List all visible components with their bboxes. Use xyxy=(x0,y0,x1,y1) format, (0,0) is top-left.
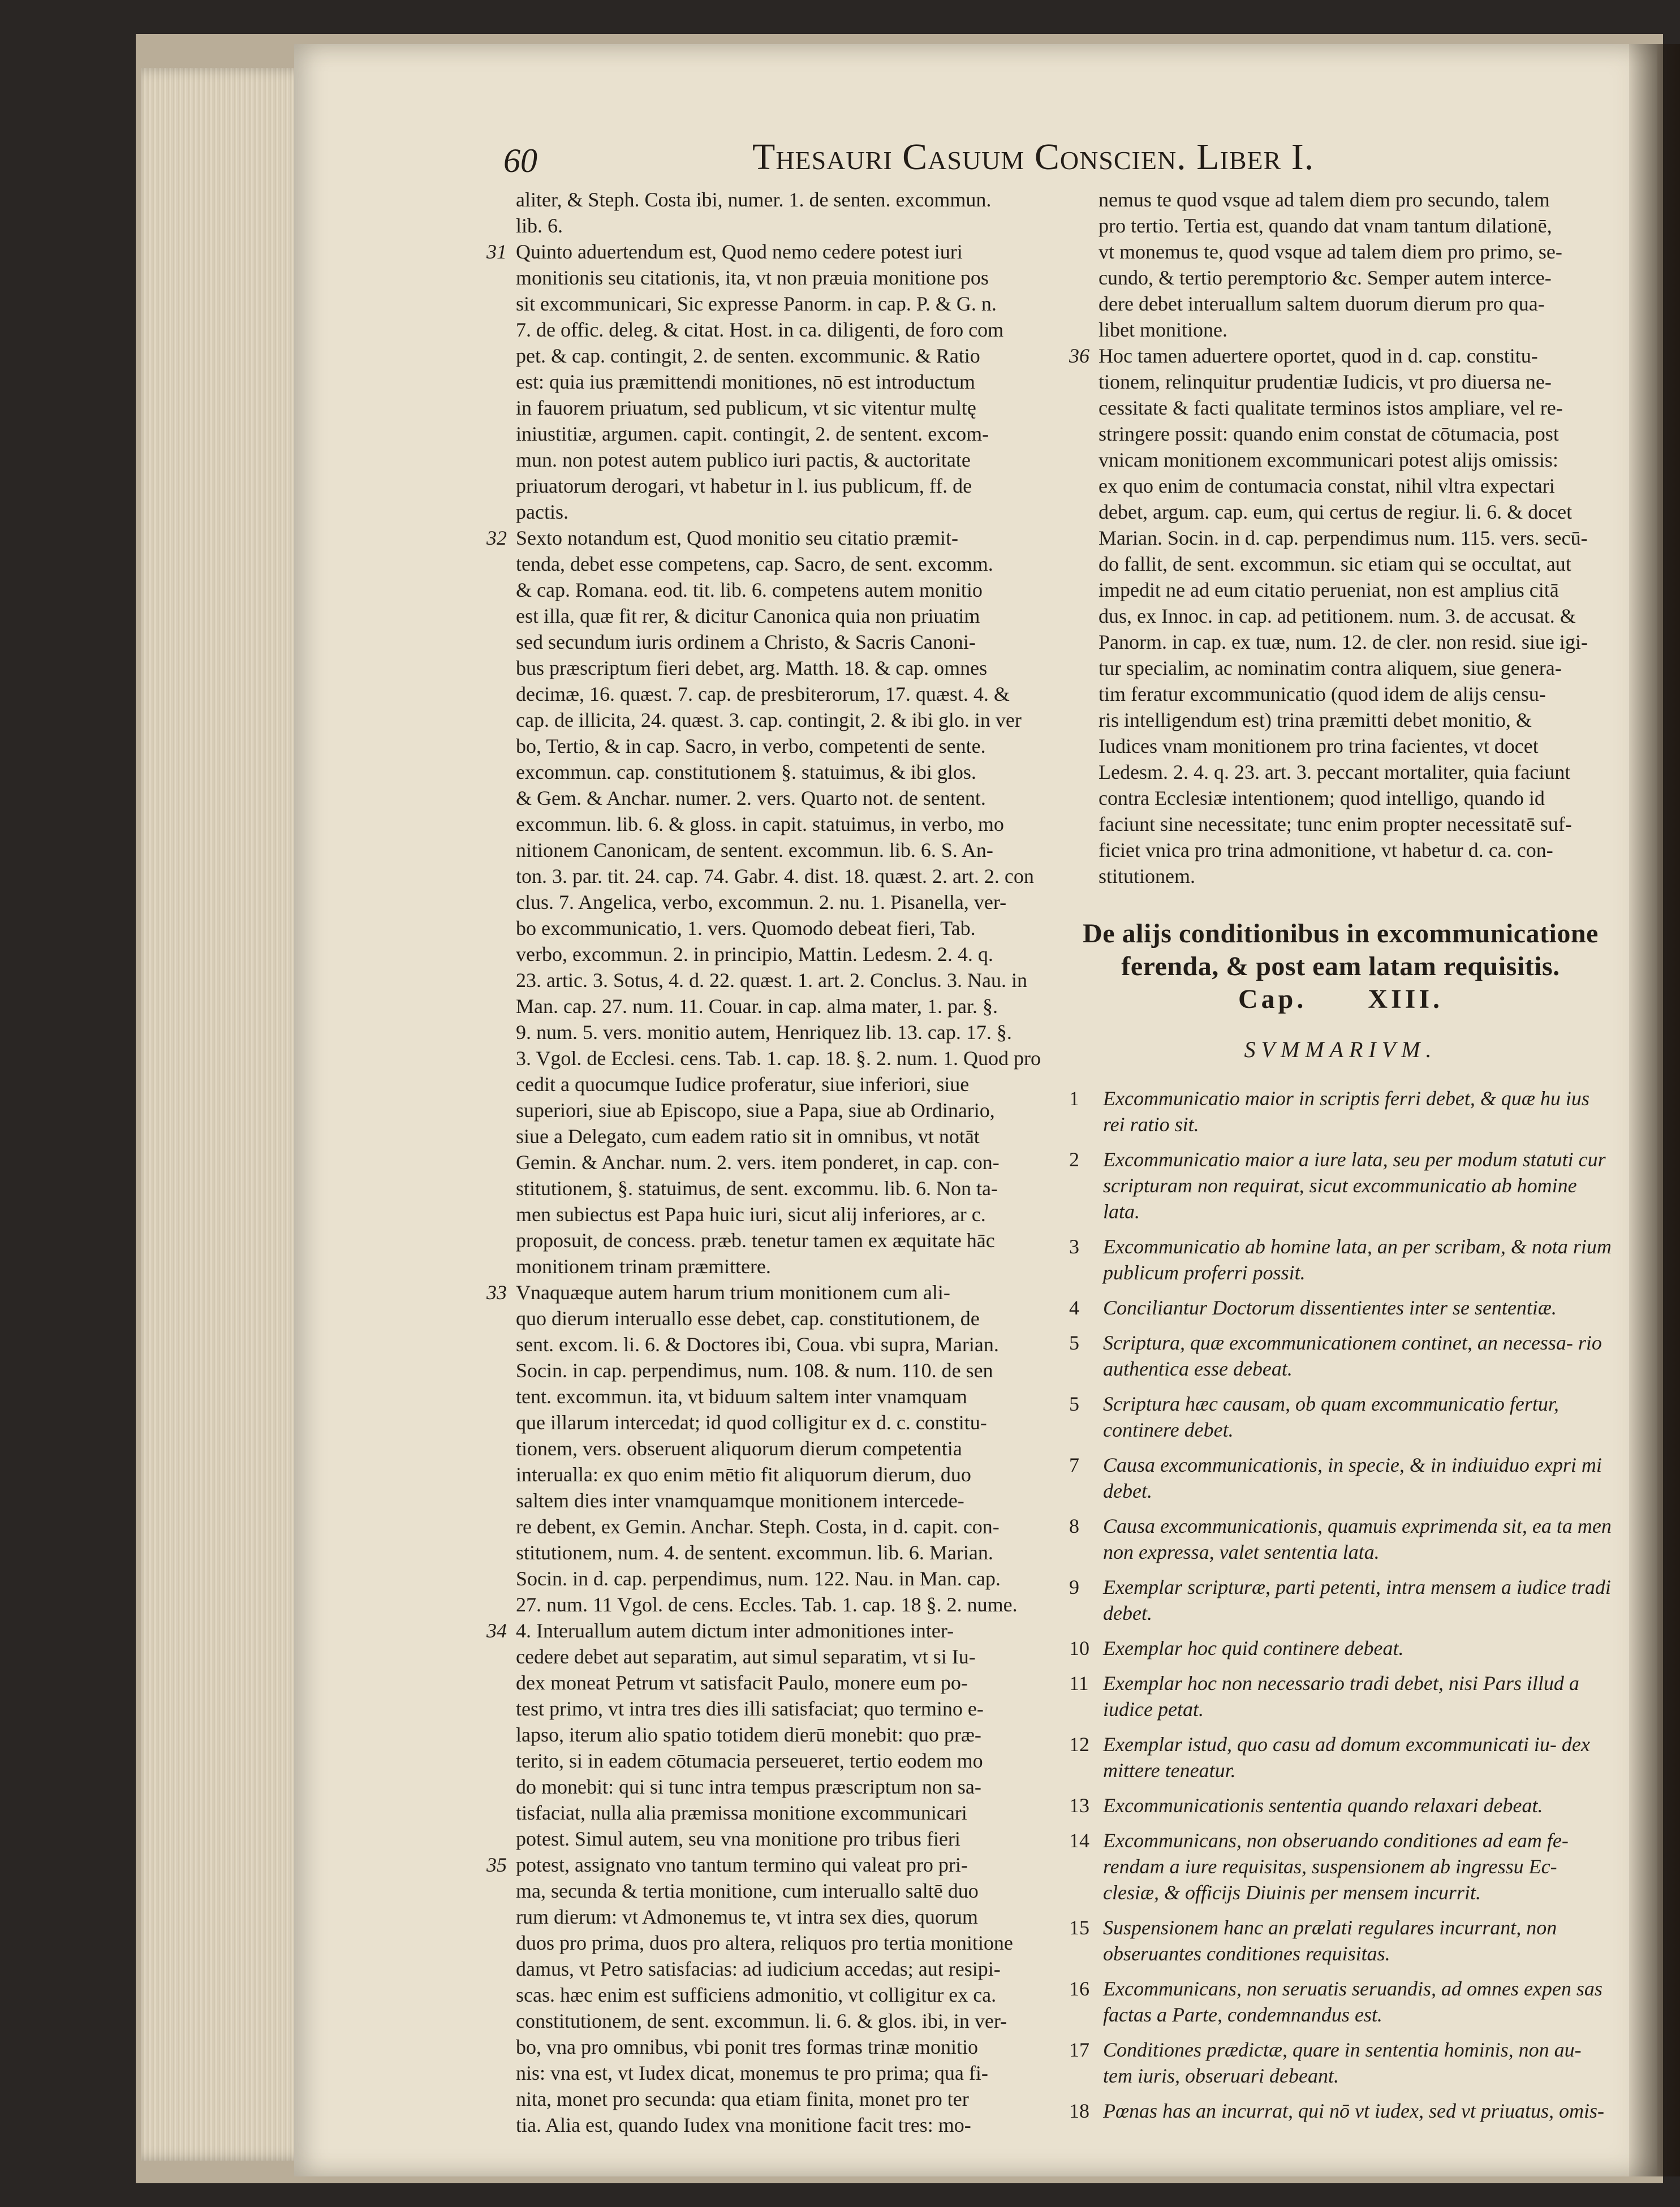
line-text: aliter, & Steph. Costa ibi, numer. 1. de senten. excommun. xyxy=(516,188,992,211)
text-line xyxy=(486,785,1046,811)
line-text: ma, secunda & tertia monitione, cum interuallo saltē duo xyxy=(516,1880,979,1902)
right-column xyxy=(1069,187,1612,2133)
summary-item-number: 13 xyxy=(1069,1794,1089,1817)
line-text: re debent, ex Gemin. Anchar. Steph. Costa, in d. capit. con- xyxy=(516,1515,1000,1538)
summary-item-number: 11 xyxy=(1069,1672,1089,1695)
summary-item xyxy=(1069,1731,1612,1783)
text-line xyxy=(1069,473,1612,499)
text-line xyxy=(486,967,1046,993)
text-line xyxy=(1069,317,1612,343)
text-line xyxy=(1069,369,1612,395)
text-line xyxy=(486,1540,1046,1566)
summarium-heading: SVMMARIVM. xyxy=(1244,1037,1437,1062)
line-text: nis: vna est, vt Iudex dicat, monemus te pro prima; qua fi- xyxy=(516,2062,988,2084)
text-line xyxy=(486,213,1046,239)
line-text: duos pro prima, duos pro altera, reliquos pro tertia monitione xyxy=(516,1932,1013,1954)
summary-item-text: Excommunicationis sententia quando relaxari debeat. xyxy=(1103,1794,1543,1817)
text-line xyxy=(486,1383,1046,1409)
line-text: & Gem. & Anchar. numer. 2. vers. Quarto not. de sentent. xyxy=(516,787,986,809)
line-text: stitutionem, num. 4. de sentent. excommun. lib. 6. Marian. xyxy=(516,1541,993,1564)
paragraph-number: 36 xyxy=(1069,344,1089,367)
summary-item-number: 5 xyxy=(1069,1393,1079,1415)
summary-item-number: 3 xyxy=(1069,1235,1079,1258)
line-text: 9. num. 5. vers. monitio autem, Henriquez lib. 13. cap. 17. §. xyxy=(516,1021,1012,1044)
page-edges xyxy=(141,68,311,2161)
text-line xyxy=(1069,395,1612,421)
text-line xyxy=(486,2034,1046,2060)
line-text: impedit ne ad eum citatio perueniat, non est amplius citā xyxy=(1099,579,1559,601)
line-text: est illa, quæ fit rer, & dicitur Canonica quia non priuatim xyxy=(516,605,980,627)
summary-item xyxy=(1069,1146,1612,1225)
text-line xyxy=(486,1774,1046,1800)
text-line xyxy=(486,1930,1046,1956)
line-text: bo excommunicatio, 1. vers. Quomodo debeat fieri, Tab. xyxy=(516,917,976,939)
line-text: cundo, & tertio peremptorio &c. Semper autem interce- xyxy=(1099,266,1552,289)
summary-item-number: 14 xyxy=(1069,1829,1089,1852)
summary-item-number: 17 xyxy=(1069,2038,1089,2061)
line-text: potest. Simul autem, seu vna monitione pro tribus fieri xyxy=(516,1827,960,1850)
text-line xyxy=(486,1019,1046,1045)
paragraph-number: 34 xyxy=(486,1619,507,1642)
summary-item xyxy=(1069,2037,1612,2089)
summary-item xyxy=(1069,1513,1612,1565)
text-line xyxy=(486,2086,1046,2112)
text-line xyxy=(486,1878,1046,1904)
line-text: Sexto notandum est, Quod monitio seu citatio præmit- xyxy=(516,527,958,549)
text-line xyxy=(486,1514,1046,1540)
text-line xyxy=(1069,785,1612,811)
line-text: est: quia ius præmittendi monitiones, nō est introductum xyxy=(516,370,975,393)
text-line xyxy=(486,1462,1046,1488)
text-line xyxy=(486,655,1046,681)
text-line xyxy=(486,863,1046,889)
text-line xyxy=(486,1956,1046,1982)
line-text: tent. excommun. ita, vt biduum saltem inter vnamquam xyxy=(516,1385,967,1408)
line-text: Panorm. in cap. ex tuæ, num. 12. de cler. non resid. siue igi- xyxy=(1099,631,1588,653)
summary-item-text: Excommunicatio maior a iure lata, seu per modum statuti cur scripturam non requirat, sicut excommunicatio ab homine lata. xyxy=(1103,1148,1606,1223)
summary-item-number: 18 xyxy=(1069,2100,1089,2122)
text-line xyxy=(486,291,1046,317)
line-text: 23. artic. 3. Sotus, 4. d. 22. quæst. 1. art. 2. Conclus. 3. Nau. in xyxy=(516,969,1027,992)
text-line xyxy=(1069,837,1612,863)
text-line xyxy=(486,681,1046,707)
summary-item xyxy=(1069,1976,1612,2028)
text-line xyxy=(486,837,1046,863)
summary-item-text: Conditiones prædictæ, quare in sententia hominis, non au- tem iuris, obseruari debeant. xyxy=(1103,2038,1582,2087)
line-text: mun. non potest autem publico iuri pactis, & auctoritate xyxy=(516,449,971,471)
line-text: pet. & cap. contingit, 2. de senten. excommunic. & Ratio xyxy=(516,344,980,367)
summary-item-number: 8 xyxy=(1069,1515,1079,1537)
text-line xyxy=(486,1227,1046,1253)
summary-item-number: 4 xyxy=(1069,1296,1079,1319)
line-text: constitutionem, de sent. excommun. li. 6. & glos. ibi, in ver- xyxy=(516,2010,1007,2032)
text-line xyxy=(486,1123,1046,1149)
summary-item-text: Scriptura, quæ excommunicationem continet, an necessa- rio authentica esse debeat. xyxy=(1103,1331,1602,1380)
text-line xyxy=(1069,655,1612,681)
line-text: excommun. lib. 6. & gloss. in capit. statuimus, in verbo, mo xyxy=(516,813,1004,835)
line-text: monitionis seu citationis, ita, vt non præuia monitione pos xyxy=(516,266,989,289)
line-text: Man. cap. 27. num. 11. Couar. in cap. alma mater, 1. par. §. xyxy=(516,995,998,1018)
text-line xyxy=(486,889,1046,915)
page-number: 60 xyxy=(503,142,537,179)
summary-item-text: Scriptura hæc causam, ob quam excommunicatio fertur, continere debet. xyxy=(1103,1393,1559,1441)
line-text: superiori, siue ab Episcopo, siue a Papa, siue ab Ordinario, xyxy=(516,1099,995,1122)
text-line xyxy=(486,759,1046,785)
line-text: faciunt sine necessitate; tunc enim propter necessitatē suf- xyxy=(1099,813,1572,835)
paragraph-number: 32 xyxy=(486,527,507,549)
text-line xyxy=(1069,343,1612,369)
text-line xyxy=(486,1696,1046,1722)
text-line xyxy=(486,2008,1046,2034)
line-text: priuatorum derogari, vt habetur in l. ius publicum, ff. de xyxy=(516,475,972,497)
line-text: interualla: ex quo enim mētio fit aliquorum dierum, duo xyxy=(516,1463,971,1486)
summary-item xyxy=(1069,1915,1612,1967)
line-text: pactis. xyxy=(516,501,568,523)
text-line xyxy=(486,1826,1046,1852)
text-line xyxy=(486,1748,1046,1774)
line-text: rum dierum: vt Admonemus te, vt intra sex dies, quorum xyxy=(516,1906,978,1928)
text-line xyxy=(1069,421,1612,447)
summary-item-number: 1 xyxy=(1069,1087,1079,1110)
line-text: Vnaquæque autem harum trium monitionem cum ali- xyxy=(516,1281,950,1304)
text-line xyxy=(486,1904,1046,1930)
text-line xyxy=(486,811,1046,837)
text-line xyxy=(1069,759,1612,785)
text-line xyxy=(486,473,1046,499)
line-text: debet, argum. cap. eum, qui certus de regiur. li. 6. & docet xyxy=(1099,501,1573,523)
text-line xyxy=(1069,291,1612,317)
chapter-cap-number: XIII. xyxy=(1368,984,1444,1014)
summary-item xyxy=(1069,1330,1612,1382)
line-text: nita, monet pro secunda: qua etiam finita, monet pro ter xyxy=(516,2088,969,2110)
line-text: tionem, relinquitur prudentiæ Iudicis, vt pro diuersa ne- xyxy=(1099,370,1552,393)
text-line xyxy=(486,993,1046,1019)
line-text: stringere possit: quando enim constat de cōtumacia, post xyxy=(1099,423,1559,445)
text-line xyxy=(486,1149,1046,1175)
summary-item-text: Exemplar hoc non necessario tradi debet, nisi Pars illud a iudice petat. xyxy=(1103,1672,1579,1721)
summary-item-text: Excommunicans, non seruatis seruandis, ad omnes expen sas factas a Parte, condemnandus est. xyxy=(1103,1977,1603,2026)
summary-item xyxy=(1069,1234,1612,1286)
line-text: 7. de offic. deleg. & citat. Host. in ca. diligenti, de foro com xyxy=(516,318,1004,341)
line-text: stitutionem. xyxy=(1099,865,1195,887)
text-line xyxy=(486,629,1046,655)
text-line xyxy=(486,1436,1046,1462)
text-line xyxy=(486,421,1046,447)
line-text: ris intelligendum est) trina præmitti debet monitio, & xyxy=(1099,709,1532,731)
summary-item-number: 12 xyxy=(1069,1733,1089,1756)
right-column-text xyxy=(1069,187,1612,889)
text-line xyxy=(486,603,1046,629)
text-line xyxy=(486,447,1046,473)
summary-item-text: Conciliantur Doctorum dissentientes inter se sententiæ. xyxy=(1103,1296,1557,1319)
line-text: & cap. Romana. eod. tit. lib. 6. competens autem monitio xyxy=(516,579,983,601)
text-line xyxy=(486,2112,1046,2138)
line-text: saltem dies inter vnamquamque monitionem intercede- xyxy=(516,1489,964,1512)
line-text: test primo, vt intra tres dies illi satisfaciat; quo termino e- xyxy=(516,1697,984,1720)
text-line xyxy=(486,1566,1046,1592)
text-line xyxy=(1069,863,1612,889)
summary-item-text: Causa excommunicationis, in specie, & in indiuiduo expri mi debet. xyxy=(1103,1454,1602,1502)
text-line xyxy=(486,1488,1046,1514)
text-line xyxy=(486,577,1046,603)
line-text: dex moneat Petrum vt satisfacit Paulo, monere eum po- xyxy=(516,1671,968,1694)
page-header xyxy=(503,136,1324,187)
line-text: do fallit, de sent. excommun. sic etiam qui se occultat, aut xyxy=(1099,553,1571,575)
line-text: dere debet interuallum saltem duorum dierum pro qua- xyxy=(1099,292,1545,315)
line-text: que illarum intercedat; id quod colligitur ex d. c. constitu- xyxy=(516,1411,987,1434)
summary-item-number: 9 xyxy=(1069,1576,1079,1598)
line-text: cedere debet aut separatim, aut simul separatim, vt si Iu- xyxy=(516,1645,976,1668)
text-line xyxy=(1069,551,1612,577)
text-line xyxy=(1069,603,1612,629)
text-line xyxy=(486,525,1046,551)
text-line xyxy=(1069,707,1612,733)
line-text: cessitate & facti qualitate terminos istos ampliare, vel re- xyxy=(1099,396,1563,419)
summary-item-text: Excommunicans, non obseruando conditiones ad eam fe- rendam a iure requisitas, suspensionem ab ingressu Ec- clesiæ, & officijs Diuinis per mensem incurrit. xyxy=(1103,1829,1569,1904)
running-title: Thesauri Casuum Conscien. Liber I. xyxy=(752,136,1315,178)
text-line xyxy=(1069,213,1612,239)
text-line xyxy=(486,1409,1046,1436)
text-line xyxy=(1069,187,1612,213)
text-line xyxy=(486,239,1046,265)
text-line xyxy=(486,1592,1046,1618)
summary-item xyxy=(1069,1295,1612,1321)
line-text: dus, ex Innoc. in cap. ad petitionem. num. 3. de accusat. & xyxy=(1099,605,1576,627)
line-text: siue a Delegato, cum eadem ratio sit in omnibus, vt notāt xyxy=(516,1125,980,1148)
text-line xyxy=(1069,811,1612,837)
line-text: libet monitione. xyxy=(1099,318,1227,341)
summary-item-number: 10 xyxy=(1069,1637,1089,1659)
line-text: vt monemus te, quod vsque ad talem diem pro primo, se- xyxy=(1099,240,1562,263)
text-line xyxy=(1069,499,1612,525)
line-text: Ledesm. 2. 4. q. 23. art. 3. peccant mortaliter, quia faciunt xyxy=(1099,761,1571,783)
line-text: lib. 6. xyxy=(516,214,563,237)
text-line xyxy=(486,551,1046,577)
text-line xyxy=(486,265,1046,291)
line-text: verbo, excommun. 2. in principio, Mattin. Ledesm. 2. 4. q. xyxy=(516,943,993,965)
line-text: Socin. in d. cap. perpendimus, num. 122. Nau. in Man. cap. xyxy=(516,1567,1001,1590)
text-line xyxy=(1069,239,1612,265)
summary-item xyxy=(1069,1792,1612,1818)
text-line xyxy=(486,1279,1046,1305)
line-text: stitutionem, §. statuimus, de sent. excommu. lib. 6. Non ta- xyxy=(516,1177,998,1200)
line-text: terito, si in eadem cōtumacia perseueret, tertio eodem mo xyxy=(516,1749,983,1772)
line-text: iniustitiæ, argumen. capit. contingit, 2. de sentent. excom- xyxy=(516,423,989,445)
line-text: nemus te quod vsque ad talem diem pro secundo, talem xyxy=(1099,188,1550,211)
line-text: ex quo enim de contumacia constat, nihil vltra expectari xyxy=(1099,475,1555,497)
line-text: decimæ, 16. quæst. 7. cap. de presbiterorum, 17. quæst. 4. & xyxy=(516,683,1010,705)
text-line xyxy=(486,1097,1046,1123)
text-line xyxy=(1069,525,1612,551)
summary-item-text: Exemplar istud, quo casu ad domum excommunicati iu- dex mittere teneatur. xyxy=(1103,1733,1590,1782)
chapter-title-line-1: De alijs conditionibus in excommunicatione xyxy=(1083,919,1599,949)
text-line xyxy=(486,1852,1046,1878)
text-line xyxy=(1069,447,1612,473)
text-line xyxy=(486,1253,1046,1279)
line-text: 27. num. 11 Vgol. de cens. Eccles. Tab. 1. cap. 18 §. 2. nume. xyxy=(516,1593,1018,1616)
line-text: nitionem Canonicam, de sentent. excommun. lib. 6. S. An- xyxy=(516,839,993,861)
line-text: proposuit, de concess. præb. tenetur tamen ex æquitate hāc xyxy=(516,1229,995,1252)
line-text: quo dierum interuallo esse debet, cap. constitutionem, de xyxy=(516,1307,980,1330)
text-line xyxy=(486,1045,1046,1071)
line-text: vnicam monitionem excommunicari potest alijs omissis: xyxy=(1099,449,1558,471)
paragraph-number: 35 xyxy=(486,1853,507,1876)
line-text: cap. de illicita, 24. quæst. 3. cap. contingit, 2. & ibi glo. in ver xyxy=(516,709,1022,731)
text-line xyxy=(486,1618,1046,1644)
line-text: ficiet vnica pro trina admonitione, vt habetur d. ca. con- xyxy=(1099,839,1553,861)
line-text: damus, vt Petro satisfacias: ad iudicium accedas; aut resipi- xyxy=(516,1958,1001,1980)
line-text: Gemin. & Anchar. num. 2. vers. item ponderet, in cap. con- xyxy=(516,1151,1000,1174)
chapter-number xyxy=(1069,983,1612,1016)
line-text: lapso, iterum alio spatio totidem dierū monebit: quo præ- xyxy=(516,1723,981,1746)
text-line xyxy=(486,187,1046,213)
line-text: tim feratur excommunicatio (quod idem de alijs censu- xyxy=(1099,683,1546,705)
line-text: Quinto aduertendum est, Quod nemo cedere potest iuri xyxy=(516,240,963,263)
chapter-title-line-2: ferenda, & post eam latam requisitis. xyxy=(1121,951,1560,981)
text-line xyxy=(486,1305,1046,1331)
line-text: bo, Tertio, & in cap. Sacro, in verbo, competenti de sente. xyxy=(516,735,986,757)
line-text: tur specialim, ac nominatim contra aliquem, siue genera- xyxy=(1099,657,1562,679)
line-text: Hoc tamen aduertere oportet, quod in d. cap. constitu- xyxy=(1099,344,1538,367)
line-text: tionem, vers. obseruent aliquorum dierum competentia xyxy=(516,1437,962,1460)
summary-item-text: Causa excommunicationis, quamuis exprimenda sit, ea ta men non expressa, valet sententia lata. xyxy=(1103,1515,1612,1563)
paragraph-number: 33 xyxy=(486,1281,507,1304)
text-line xyxy=(1069,733,1612,759)
text-line xyxy=(486,499,1046,525)
text-line xyxy=(486,1201,1046,1227)
line-text: Socin. in cap. perpendimus, num. 108. & num. 110. de sen xyxy=(516,1359,993,1382)
text-line xyxy=(486,1331,1046,1357)
line-text: tenda, debet esse competens, cap. Sacro, de sent. excomm. xyxy=(516,553,993,575)
line-text: Iudices vnam monitionem pro trina facientes, vt docet xyxy=(1099,735,1539,757)
text-line xyxy=(486,317,1046,343)
line-text: do monebit: qui si tunc intra tempus præscriptum non sa- xyxy=(516,1775,981,1798)
text-line xyxy=(486,1800,1046,1826)
text-line xyxy=(486,1071,1046,1097)
paragraph-number: 31 xyxy=(486,240,507,263)
chapter-cap-label: Cap. xyxy=(1238,984,1307,1014)
line-text: bo, vna pro omnibus, vbi ponit tres formas trinæ monitio xyxy=(516,2036,978,2058)
line-text: bus præscriptum fieri debet, arg. Matth. 18. & cap. omnes xyxy=(516,657,988,679)
text-line xyxy=(486,343,1046,369)
summary-item xyxy=(1069,1574,1612,1626)
text-line xyxy=(486,915,1046,941)
text-line xyxy=(1069,629,1612,655)
text-line xyxy=(486,395,1046,421)
text-line xyxy=(486,1644,1046,1670)
summary-item-text: Exemplar scripturæ, parti petenti, intra mensem a iudice tradi debet. xyxy=(1103,1576,1611,1624)
text-line xyxy=(1069,265,1612,291)
text-line xyxy=(486,707,1046,733)
page-shadow xyxy=(1629,44,1680,2176)
line-text: men subiectus est Papa huic iuri, sicut alij inferiores, ar c. xyxy=(516,1203,986,1226)
summary-item-text: Excommunicatio maior in scriptis ferri debet, & quæ hu ius rei ratio sit. xyxy=(1103,1087,1589,1136)
line-text: cedit a quocumque Iudice proferatur, siue inferiori, siue xyxy=(516,1073,970,1096)
line-text: sed secundum iuris ordinem a Christo, & Sacris Canoni- xyxy=(516,631,976,653)
summary-item-number: 15 xyxy=(1069,1916,1089,1939)
text-line xyxy=(486,1175,1046,1201)
summary-item-number: 7 xyxy=(1069,1454,1079,1476)
text-line xyxy=(1069,577,1612,603)
line-text: potest, assignato vno tantum termino qui valeat pro pri- xyxy=(516,1853,968,1876)
line-text: tisfaciat, nulla alia præmissa monitione excommunicari xyxy=(516,1801,967,1824)
line-text: sit excommunicari, Sic expresse Panorm. in cap. P. & G. n. xyxy=(516,292,997,315)
chapter-heading xyxy=(1069,917,1612,1016)
text-line xyxy=(486,1357,1046,1383)
summary-item xyxy=(1069,1391,1612,1443)
line-text: excommun. cap. constitutionem §. statuimus, & ibi glos. xyxy=(516,761,976,783)
line-text: tia. Alia est, quando Iudex vna monitione facit tres: mo- xyxy=(516,2114,971,2136)
line-text: pro tertio. Tertia est, quando dat vnam tantum dilationē, xyxy=(1099,214,1552,237)
line-text: in fauorem priuatum, sed publicum, vt sic vitentur multę xyxy=(516,396,976,419)
summary-item-text: Pœnas has an incurrat, qui nō vt iudex, sed vt priuatus, omis- xyxy=(1103,2100,1604,2122)
summary-item xyxy=(1069,1670,1612,1722)
text-line xyxy=(486,369,1046,395)
summary-item-number: 5 xyxy=(1069,1331,1079,1354)
line-text: 3. Vgol. de Ecclesi. cens. Tab. 1. cap. 18. §. 2. num. 1. Quod pro xyxy=(516,1047,1041,1070)
summary-item xyxy=(1069,1827,1612,1906)
summary-item xyxy=(1069,1635,1612,1661)
line-text: clus. 7. Angelica, verbo, excommun. 2. nu. 1. Pisanella, ver- xyxy=(516,891,1007,913)
text-line xyxy=(486,941,1046,967)
summary-item-number: 2 xyxy=(1069,1148,1079,1171)
summary-item xyxy=(1069,1085,1612,1137)
text-line xyxy=(486,2060,1046,2086)
line-text: ton. 3. par. tit. 24. cap. 74. Gabr. 4. dist. 18. quæst. 2. art. 2. con xyxy=(516,865,1034,887)
text-line xyxy=(486,1670,1046,1696)
text-line xyxy=(486,733,1046,759)
summary-list xyxy=(1069,1085,1612,2124)
line-text: monitionem trinam præmittere. xyxy=(516,1255,771,1278)
line-text: sent. excom. li. 6. & Doctores ibi, Coua. vbi supra, Marian. xyxy=(516,1333,999,1356)
summary-item-number: 16 xyxy=(1069,1977,1089,2000)
line-text: contra Ecclesiæ intentionem; quod intelligo, quando id xyxy=(1099,787,1545,809)
summary-item xyxy=(1069,1452,1612,1504)
text-line xyxy=(1069,681,1612,707)
summary-item-text: Excommunicatio ab homine lata, an per scribam, & nota rium publicum proferri possit. xyxy=(1103,1235,1612,1284)
line-text: Marian. Socin. in d. cap. perpendimus num. 115. vers. secū- xyxy=(1099,527,1588,549)
line-text: scas. hæc enim est sufficiens admonitio, vt colligitur ex ca. xyxy=(516,1984,997,2006)
text-line xyxy=(486,1722,1046,1748)
line-text: 4. Interuallum autem dictum inter admonitiones inter- xyxy=(516,1619,954,1642)
left-column xyxy=(486,187,1046,2138)
summary-item-text: Suspensionem hanc an prælati regulares incurrant, non obseruantes conditiones requisitas. xyxy=(1103,1916,1557,1965)
summary-item xyxy=(1069,2098,1612,2124)
summary-item-text: Exemplar hoc quid continere debeat. xyxy=(1103,1637,1404,1659)
text-line xyxy=(486,1982,1046,2008)
